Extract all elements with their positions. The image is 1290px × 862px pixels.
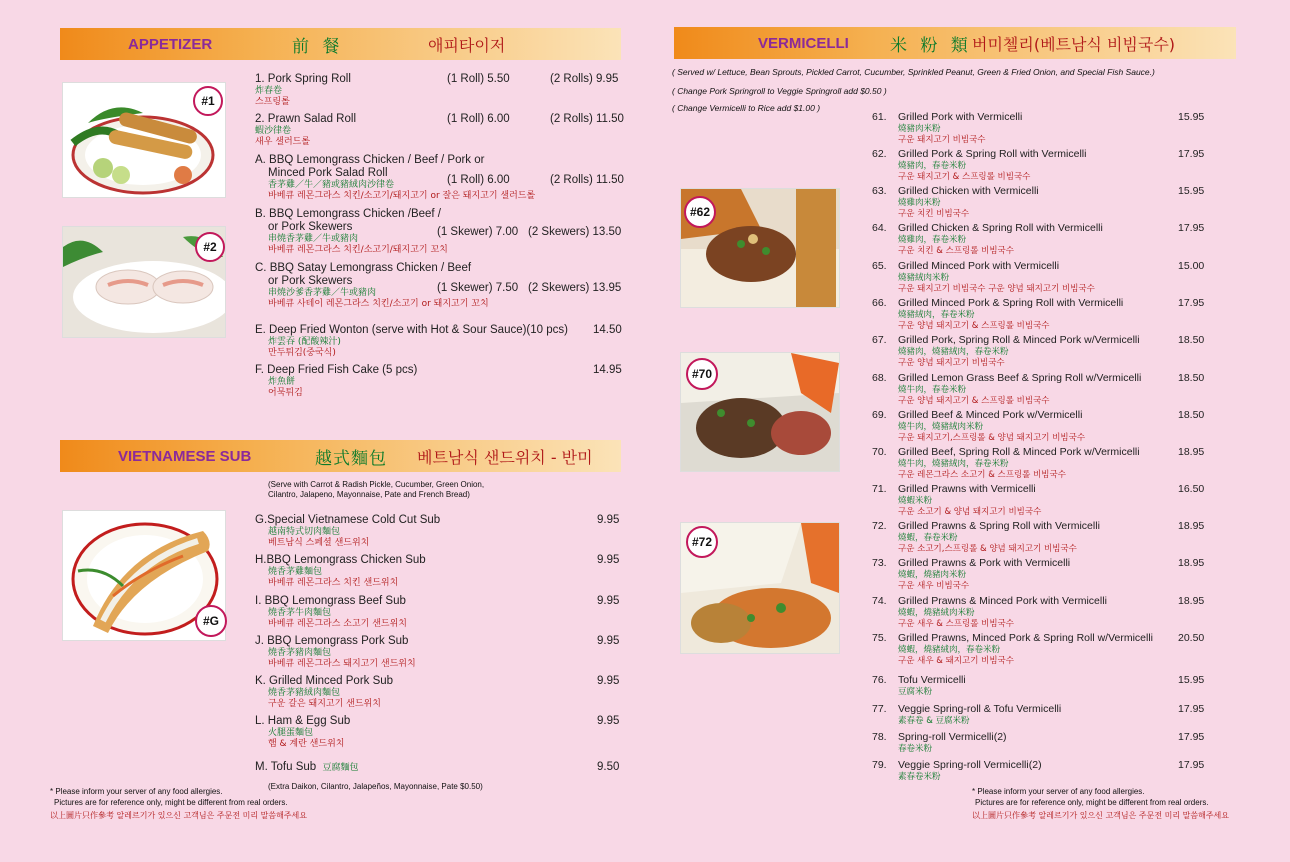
vermicelli-item-78 [872, 731, 1007, 743]
sub-item-h-price: 9.95 [597, 554, 620, 566]
item-name: M. Tofu Sub [255, 761, 317, 773]
item-zh: 燒豬絨肉，春卷米粉 [898, 310, 975, 320]
sub-item-k [255, 675, 393, 710]
item-ko: 구운 치킨 비빔국수 [898, 209, 970, 219]
photo-badge-72: #72 [686, 526, 718, 558]
sub-item-g-price: 9.95 [597, 514, 620, 526]
item-price: 15.00 [1178, 260, 1205, 272]
item-number: 77. [872, 703, 887, 715]
item-ko: 구운 갈은 돼지고기 샌드위치 [268, 699, 381, 709]
item-ko: 바베큐 레몬그라스 치킨 샌드위치 [268, 578, 399, 588]
item-name: Grilled Pork & Spring Roll with Vermicelli [898, 148, 1087, 160]
item-number: 68. [872, 372, 887, 384]
item-zh: 燒蝦，燒豬絨肉米粉 [898, 608, 975, 618]
item-ko: 구운 소고기 & 양념 돼지고기 비빔국수 [898, 507, 1042, 517]
vermicelli-item-68 [872, 372, 1141, 384]
item-ko: 구운 돼지고기,스프링롤 & 양념 돼지고기 비빔국수 [898, 433, 1086, 443]
photo-badge-70: #70 [686, 358, 718, 390]
item-name-2: or Pork Skewers [268, 275, 353, 287]
item-ko: 구운 새우 & 돼지고기 비빔국수 [898, 656, 1014, 666]
item-ko: 바베큐 사테이 레몬그라스 치킨/소고기 or 돼지고기 꼬치 [268, 299, 489, 309]
item-ko: 새우 샐러드롤 [255, 137, 311, 147]
item-ko: 베트남식 스페셜 샌드위치 [268, 538, 370, 548]
menu-item-1 [255, 73, 351, 108]
sub-serve-note-2: Cilantro, Jalapeno, Mayonnaise, Pate and French Bread) [268, 490, 470, 499]
item-name: Grilled Minced Pork with Vermicelli [898, 260, 1060, 272]
sub-banner [60, 440, 621, 472]
item-number: 78. [872, 731, 887, 743]
item-name: Grilled Prawns & Spring Roll with Vermicelli [898, 520, 1100, 532]
item-number: 72. [872, 520, 887, 532]
right-allergy-note: * Please inform your server of any food allergies. [972, 787, 1145, 796]
item-name: Grilled Minced Pork & Spring Roll with Vermicelli [898, 297, 1124, 309]
item-zh: 燒豬肉米粉 [898, 124, 941, 134]
item-2-price-2: (2 Rolls) 11.50 [550, 113, 624, 125]
item-name: E. Deep Fried Wonton (serve with Hot & Sour Sauce)(10 pcs) [255, 324, 568, 336]
item-zh: 豆腐麵包 [322, 763, 359, 773]
sub-item-l [255, 715, 350, 750]
item-e-price: 14.50 [593, 324, 622, 336]
vermicelli-item-72 [872, 520, 1100, 532]
item-zh: 燒牛肉，春卷米粉 [898, 385, 967, 395]
item-zh: 炸春卷 [255, 86, 283, 96]
item-zh: 燒豬肉，春卷米粉 [898, 161, 967, 171]
appetizer-banner [60, 28, 621, 60]
item-number: 73. [872, 557, 887, 569]
item-price: 18.50 [1178, 334, 1205, 346]
item-zh: 春卷米粉 [898, 744, 933, 754]
item-b-price-2: (2 Skewers) 13.50 [528, 226, 622, 238]
sub-item-h [255, 554, 426, 589]
vermicelli-item-69 [872, 409, 1082, 421]
item-zh: 蝦沙律卷 [255, 126, 292, 136]
item-zh: 串燒沙爹香茅雞／牛或豬肉 [268, 288, 377, 298]
photo-badge-2: #2 [195, 232, 225, 262]
item-zh: 燒蝦，春卷米粉 [898, 533, 958, 543]
vermicelli-banner [674, 27, 1236, 59]
left-picture-note: Pictures are for reference only, might be different from real orders. [54, 798, 288, 807]
item-zh: 燒香茅雞麵包 [268, 567, 323, 577]
menu-item-b [255, 208, 448, 256]
vermicelli-item-73 [872, 557, 1070, 569]
item-name: 1. Pork Spring Roll [255, 73, 351, 85]
item-name: H.BBQ Lemongrass Chicken Sub [255, 554, 426, 566]
item-price: 18.50 [1178, 372, 1205, 384]
item-zh: 炸雲吞 (配酸辣汁) [268, 337, 341, 347]
item-zh: 燒香茅豬絨肉麵包 [268, 688, 341, 698]
item-name: Grilled Prawns & Minced Pork with Vermicelli [898, 595, 1107, 607]
item-name: Grilled Beef, Spring Roll & Minced Pork w/Vermicelli [898, 446, 1140, 458]
item-number: 63. [872, 185, 887, 197]
item-name: F. Deep Fried Fish Cake (5 pcs) [255, 364, 418, 376]
item-name: Grilled Lemon Grass Beef & Spring Roll w/Vermicelli [898, 372, 1142, 384]
item-ko: 구운 양념 돼지고기 & 스프링롤 비빔국수 [898, 321, 1050, 331]
vermicelli-title-zh: 米 粉 類 [890, 35, 972, 56]
photo-badge-1: #1 [193, 86, 223, 116]
vermicelli-item-61 [872, 111, 1022, 123]
item-name: Grilled Chicken with Vermicelli [898, 185, 1039, 197]
sub-title: VIETNAMESE SUB [118, 447, 252, 465]
item-number: 76. [872, 674, 887, 686]
item-ko: 바베큐 레몬그라스 소고기 샌드위치 [268, 619, 407, 629]
item-a-price-1: (1 Roll) 6.00 [447, 174, 510, 186]
sub-item-i [255, 595, 407, 630]
vermicelli-title: VERMICELLI [758, 34, 849, 52]
item-name: B. BBQ Lemongrass Chicken /Beef / [255, 208, 442, 220]
item-name: Tofu Vermicelli [898, 674, 966, 686]
item-number: 65. [872, 260, 887, 272]
menu-item-e [255, 324, 568, 359]
item-zh: 燒牛肉，燒豬絨肉，春卷米粉 [898, 459, 1009, 469]
item-zh: 越南特式切肉麵包 [268, 527, 341, 537]
vermicelli-item-63 [872, 185, 1039, 197]
item-name: Grilled Prawns with Vermicelli [898, 483, 1036, 495]
item-ko: 만두튀김(중국식) [268, 348, 336, 358]
item-ko: 구운 치킨 & 스프링롤 비빔국수 [898, 246, 1014, 256]
item-name: Spring-roll Vermicelli(2) [898, 731, 1007, 743]
vermicelli-title-ko: 버미첼리(베트남식 비빔국수) [972, 34, 1176, 54]
vermicelli-item-66 [872, 297, 1123, 309]
item-price: 18.95 [1178, 446, 1205, 458]
sub-item-m-price: 9.50 [597, 761, 620, 773]
item-number: 74. [872, 595, 887, 607]
item-price: 15.95 [1178, 674, 1205, 686]
photo-badge-62: #62 [684, 196, 716, 228]
appetizer-title: APPETIZER [128, 35, 213, 53]
item-1-price-1: (1 Roll) 5.50 [447, 73, 510, 85]
item-ko: 구운 레몬그라스 소고기 & 스프링롤 비빔국수 [898, 470, 1066, 480]
item-name: Grilled Pork, Spring Roll & Minced Pork w/Vermicelli [898, 334, 1140, 346]
vermicelli-item-62 [872, 148, 1086, 160]
vermicelli-item-71 [872, 483, 1036, 495]
item-zh: 炸魚餅 [268, 377, 296, 387]
item-number: 67. [872, 334, 887, 346]
vermicelli-item-79 [872, 759, 1042, 771]
vermicelli-item-64 [872, 222, 1103, 234]
item-name: 2. Prawn Salad Roll [255, 113, 356, 125]
vermicelli-change-note-2: ( Change Vermicelli to Rice add $1.00 ) [672, 103, 821, 113]
vermicelli-item-77 [872, 703, 1061, 715]
item-zh: 燒豬絨肉米粉 [898, 273, 950, 283]
item-zh: 燒香茅豬肉麵包 [268, 648, 332, 658]
item-zh: 燒蝦，燒豬肉米粉 [898, 570, 967, 580]
item-zh: 燒豬肉，燒豬絨肉，春卷米粉 [898, 347, 1009, 357]
item-ko: 구운 돼지고기 & 스프링롤 비빔국수 [898, 172, 1031, 182]
item-name: Grilled Prawns & Pork with Vermicelli [898, 557, 1071, 569]
item-price: 18.50 [1178, 409, 1205, 421]
item-name: J. BBQ Lemongrass Pork Sub [255, 635, 409, 647]
item-name: Grilled Beef & Minced Pork w/Vermicelli [898, 409, 1083, 421]
item-ko: 구운 돼지고기 비빔국수 구운 양념 돼지고기 비빔국수 [898, 284, 1095, 294]
left-allergy-note: * Please inform your server of any food allergies. [50, 787, 223, 796]
vermicelli-serve-note: ( Served w/ Lettuce, Bean Sprouts, Pickled Carrot, Cucumber, Sprinkled Peanut, Green & Fried Onion, and Special Fish Sauce.) [672, 67, 1155, 77]
vermicelli-item-75 [872, 632, 1153, 644]
right-picture-note: Pictures are for reference only, might be different from real orders. [975, 798, 1209, 807]
item-price: 20.50 [1178, 632, 1205, 644]
item-name: G.Special Vietnamese Cold Cut Sub [255, 514, 441, 526]
item-name: L. Ham & Egg Sub [255, 715, 351, 727]
item-zh: 燒牛肉，燒豬絨肉米粉 [898, 422, 984, 432]
item-number: 69. [872, 409, 887, 421]
item-2-price-1: (1 Roll) 6.00 [447, 113, 510, 125]
item-price: 18.95 [1178, 557, 1205, 569]
item-ko: 구운 돼지고기 비빔국수 [898, 135, 986, 145]
item-ko: 바베큐 레몬그라스 돼지고기 샌드위치 [268, 659, 416, 669]
item-name: Veggie Spring-roll & Tofu Vermicelli [898, 703, 1062, 715]
item-price: 17.95 [1178, 297, 1205, 309]
item-number: 71. [872, 483, 887, 495]
item-price: 18.95 [1178, 520, 1205, 532]
item-ko: 바베큐 레몬그라스 치킨/소고기/돼지고기 꼬치 [268, 245, 448, 255]
sub-item-j-price: 9.95 [597, 635, 620, 647]
vermicelli-item-65 [872, 260, 1059, 272]
item-number: 75. [872, 632, 887, 644]
item-ko: 어묵튀김 [268, 388, 303, 398]
right-multilang-note: 以上圖片只作參考 알레르기가 있으신 고객님은 주문전 미리 말씀해주세요 [972, 811, 1229, 820]
sub-extra-note: (Extra Daikon, Cilantro, Jalapeños, Mayonnaise, Pate $0.50) [268, 782, 483, 791]
item-zh: 燒蝦，燒豬絨肉，春卷米粉 [898, 645, 1001, 655]
appetizer-title-ko: 애피타이저 [428, 35, 506, 55]
item-price: 17.95 [1178, 731, 1205, 743]
menu-item-2 [255, 113, 356, 148]
item-ko: 구운 양념 돼지고기 & 스프링롤 비빔국수 [898, 396, 1050, 406]
item-price: 17.95 [1178, 222, 1205, 234]
vermicelli-item-67 [872, 334, 1140, 346]
item-ko: 바베큐 레몬그라스 치킨/소고기/돼지고기 or 잘은 돼지고기 샐러드롤 [268, 191, 536, 201]
item-zh: 香茅雞／牛／豬或豬絨肉沙律卷 [268, 180, 395, 190]
vermicelli-change-note-1: ( Change Pork Springroll to Veggie Springroll add $0.50 ) [672, 86, 887, 96]
item-zh: 火腿蛋麵包 [268, 728, 314, 738]
sub-title-ko: 베트남식 샌드위치 - 반미 [417, 447, 593, 467]
appetizer-title-zh: 前 餐 [292, 36, 344, 57]
item-price: 16.50 [1178, 483, 1205, 495]
sub-title-zh: 越式麵包 [315, 448, 387, 469]
item-name-2: Minced Pork Salad Roll [268, 167, 388, 179]
sub-item-g [255, 514, 440, 549]
item-name: Grilled Chicken & Spring Roll with Vermicelli [898, 222, 1103, 234]
item-number: 66. [872, 297, 887, 309]
item-name: K. Grilled Minced Pork Sub [255, 675, 394, 687]
item-name: Grilled Pork with Vermicelli [898, 111, 1023, 123]
item-price: 17.95 [1178, 148, 1205, 160]
item-number: 61. [872, 111, 887, 123]
item-zh: 燒蝦米粉 [898, 496, 933, 506]
sub-item-i-price: 9.95 [597, 595, 620, 607]
item-f-price: 14.95 [593, 364, 622, 376]
item-ko: 스프링롤 [255, 97, 290, 107]
sub-item-j [255, 635, 416, 670]
item-ko: 햄 & 계란 샌드위치 [268, 739, 345, 749]
item-c-price-1: (1 Skewer) 7.50 [437, 282, 519, 294]
item-1-price-2: (2 Rolls) 9.95 [550, 73, 619, 85]
item-number: 62. [872, 148, 887, 160]
item-zh: 素春卷 & 豆腐米粉 [898, 716, 970, 726]
sub-serve-note-1: (Serve with Carrot & Radish Pickle, Cucumber, Green Onion, [268, 480, 485, 489]
item-name-2: or Pork Skewers [268, 221, 353, 233]
sub-item-k-price: 9.95 [597, 675, 620, 687]
item-ko: 구운 소고기,스프링롤 & 양념 돼지고기 비빔국수 [898, 544, 1077, 554]
item-zh: 燒雞肉，春卷米粉 [898, 235, 967, 245]
left-multilang-note: 以上圖片只作參考 알레르기가 있으신 고객님은 주문전 미리 말씀해주세요 [50, 811, 307, 820]
item-zh: 串燒香茅雞／牛或豬肉 [268, 234, 359, 244]
item-price: 17.95 [1178, 703, 1205, 715]
item-number: 64. [872, 222, 887, 234]
vermicelli-item-74 [872, 595, 1107, 607]
item-ko: 구운 새우 & 스프링롤 비빔국수 [898, 619, 1014, 629]
photo-badge-g: #G [195, 605, 227, 637]
sub-item-m [255, 761, 359, 774]
vermicelli-item-70 [872, 446, 1140, 458]
item-price: 15.95 [1178, 111, 1205, 123]
item-price: 15.95 [1178, 185, 1205, 197]
item-zh: 豆腐米粉 [898, 687, 933, 697]
item-name: Grilled Prawns, Minced Pork & Spring Roll w/Vermicelli [898, 632, 1153, 644]
item-price: 18.95 [1178, 595, 1205, 607]
item-zh: 素春卷米粉 [898, 772, 941, 782]
item-a-price-2: (2 Rolls) 11.50 [550, 174, 624, 186]
menu-item-f [255, 364, 417, 399]
vermicelli-item-76 [872, 674, 966, 686]
item-name: I. BBQ Lemongrass Beef Sub [255, 595, 406, 607]
item-zh: 燒香茅牛肉麵包 [268, 608, 332, 618]
item-ko: 구운 양념 돼지고기 비빔국수 [898, 358, 1005, 368]
item-b-price-1: (1 Skewer) 7.00 [437, 226, 519, 238]
item-name: A. BBQ Lemongrass Chicken / Beef / Pork or [255, 154, 485, 166]
item-name: Veggie Spring-roll Vermicelli(2) [898, 759, 1042, 771]
item-c-price-2: (2 Skewers) 13.95 [528, 282, 622, 294]
item-ko: 구운 새우 비빔국수 [898, 581, 970, 591]
item-number: 70. [872, 446, 887, 458]
item-name: C. BBQ Satay Lemongrass Chicken / Beef [255, 262, 472, 274]
item-price: 17.95 [1178, 759, 1205, 771]
sub-item-l-price: 9.95 [597, 715, 620, 727]
item-zh: 燒雞肉米粉 [898, 198, 941, 208]
item-number: 79. [872, 759, 887, 771]
